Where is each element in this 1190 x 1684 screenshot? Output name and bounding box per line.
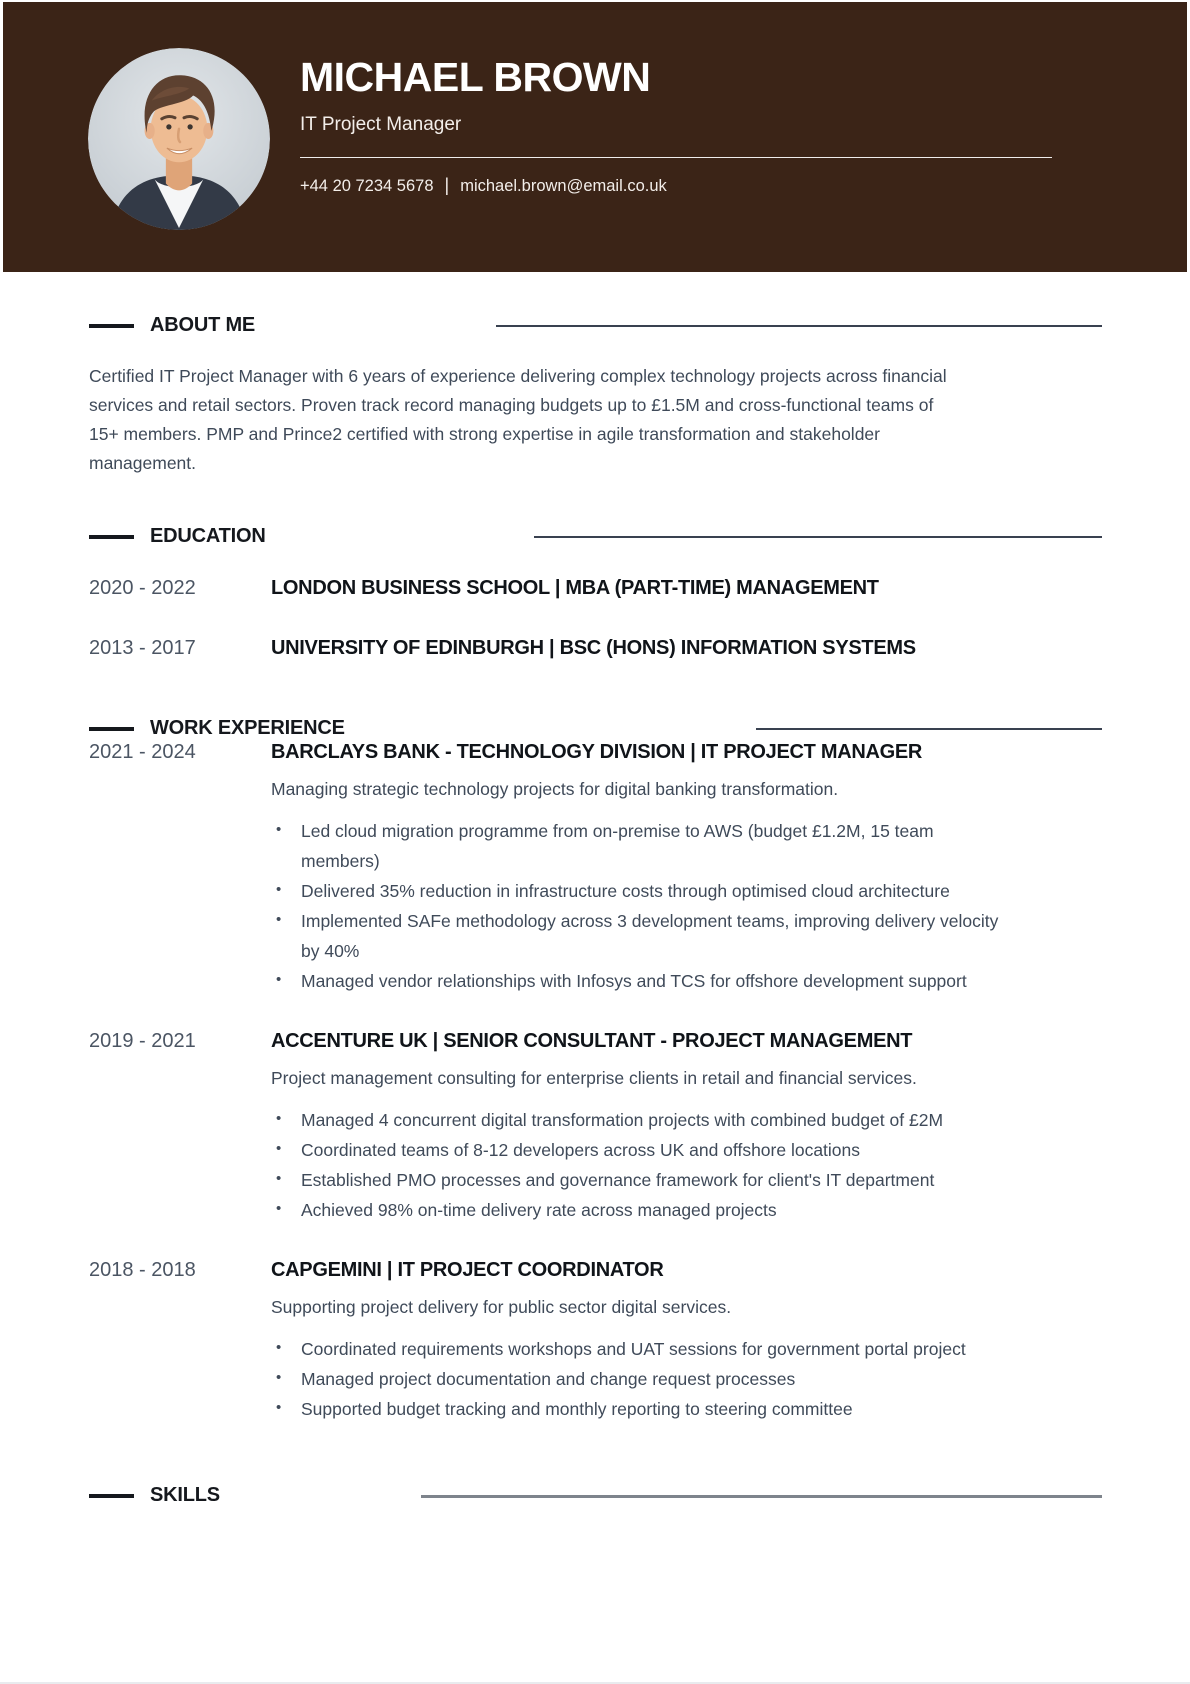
section-work-experience [89, 717, 1102, 1424]
job-bullet-list [271, 1334, 1102, 1424]
job-bullet-list [271, 1105, 1102, 1225]
header-divider [300, 157, 1052, 158]
education-title: UNIVERSITY OF EDINBURGH | BSC (HONS) INFORMATION SYSTEMS [271, 637, 916, 659]
heading-dash [89, 535, 134, 539]
section-skills [89, 1484, 1102, 1507]
section-education [89, 525, 1102, 660]
education-list [89, 576, 1102, 660]
job-dates: 2021 - 2024 [89, 741, 196, 763]
resume-header [3, 2, 1187, 272]
job-bullet: • Established PMO processes and governance framework for client's IT department [271, 1165, 1011, 1195]
email-address: michael.brown@email.co.uk [460, 177, 667, 195]
heading-rule [421, 1495, 1102, 1498]
job-title: ACCENTURE UK | SENIOR CONSULTANT - PROJECT MANAGEMENT [271, 1030, 913, 1052]
section-title: ABOUT ME [150, 314, 256, 336]
heading-dash [89, 1494, 134, 1498]
profile-photo-illustration [88, 48, 270, 230]
candidate-job-title: IT Project Manager [300, 114, 462, 135]
job-bullet: • Managed project documentation and change request processes [271, 1364, 1011, 1394]
job-bullet: • Delivered 35% reduction in infrastructure costs through optimised cloud architecture [271, 876, 1011, 906]
job-entry [89, 740, 1102, 996]
about-me-paragraph: Certified IT Project Manager with 6 years of experience delivering complex technology projects across financial services and retail sectors. Proven track record managing budgets up to £1.5M and cross-functional teams of 15+ members. PMP and Prince2 certified with strong expertise in agile transformation and stakeholder management. [89, 366, 947, 473]
education-item [89, 576, 1102, 600]
contact-line [300, 175, 667, 196]
skills-heading [89, 1484, 1102, 1507]
heading-rule [756, 728, 1102, 730]
section-title: EDUCATION [150, 525, 266, 547]
job-bullet: • Coordinated requirements workshops and UAT sessions for government portal project [271, 1334, 1011, 1364]
job-dates: 2019 - 2021 [89, 1030, 196, 1052]
education-dates: 2020 - 2022 [89, 577, 196, 599]
job-details [271, 740, 1102, 996]
profile-photo [88, 48, 270, 230]
heading-dash [89, 324, 134, 328]
work-experience-heading [89, 717, 1102, 740]
job-summary: Supporting project delivery for public sector digital services. [271, 1297, 732, 1317]
education-title: LONDON BUSINESS SCHOOL | MBA (PART-TIME) MANAGEMENT [271, 577, 879, 599]
job-details [271, 1258, 1102, 1424]
job-bullet: • Coordinated teams of 8-12 developers across UK and offshore locations [271, 1135, 1011, 1165]
job-bullet: • Managed 4 concurrent digital transformation projects with combined budget of £2M [271, 1105, 1011, 1135]
job-title: BARCLAYS BANK - TECHNOLOGY DIVISION | IT PROJECT MANAGER [271, 741, 923, 763]
job-entry [89, 1258, 1102, 1424]
phone-number: +44 20 7234 5678 [300, 177, 434, 195]
about-me-heading [89, 314, 1102, 337]
job-dates: 2018 - 2018 [89, 1259, 196, 1281]
contact-separator: | [444, 175, 450, 195]
job-entry [89, 1029, 1102, 1225]
section-title: SKILLS [150, 1484, 220, 1506]
section-title: WORK EXPERIENCE [150, 717, 345, 739]
heading-rule [496, 325, 1102, 327]
job-bullet: • Supported budget tracking and monthly reporting to steering committee [271, 1394, 1011, 1424]
section-about-me [89, 314, 1102, 478]
job-details [271, 1029, 1102, 1225]
education-dates: 2013 - 2017 [89, 637, 196, 659]
job-summary: Project management consulting for enterprise clients in retail and financial services. [271, 1068, 917, 1088]
job-bullet: • Led cloud migration programme from on-premise to AWS (budget £1.2M, 15 team members) [271, 816, 1011, 876]
job-summary: Managing strategic technology projects for digital banking transformation. [271, 779, 839, 799]
education-heading [89, 525, 1102, 548]
candidate-name: MICHAEL BROWN [300, 54, 651, 100]
heading-rule [534, 536, 1102, 538]
job-title: CAPGEMINI | IT PROJECT COORDINATOR [271, 1259, 664, 1281]
heading-dash [89, 727, 134, 731]
education-item [89, 636, 1102, 660]
job-bullet: • Achieved 98% on-time delivery rate across managed projects [271, 1195, 1011, 1225]
resume-body [3, 314, 1187, 1507]
job-bullet-list [271, 816, 1102, 996]
job-bullet: • Managed vendor relationships with Infosys and TCS for offshore development support [271, 966, 1011, 996]
job-bullet: • Implemented SAFe methodology across 3 development teams, improving delivery velocity by 40% [271, 906, 1011, 966]
